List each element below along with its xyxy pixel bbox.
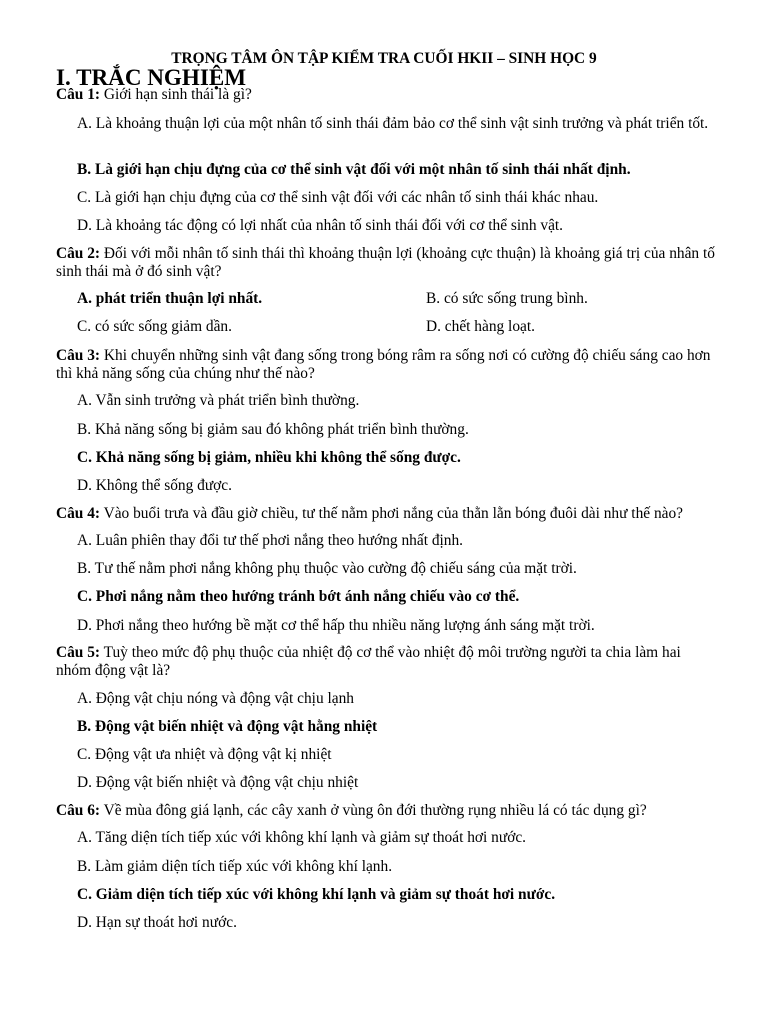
option-text: D. Động vật biến nhiệt và động vật chịu nhiệt xyxy=(77,774,359,791)
question-5 xyxy=(56,644,718,680)
option-1c xyxy=(77,189,717,207)
option-text: C. Phơi nắng nằm theo hướng tránh bớt ánh nắng chiếu vào cơ thể. xyxy=(77,588,520,605)
option-text: B. Động vật biến nhiệt và động vật hằng nhiệt xyxy=(77,718,378,735)
question-1 xyxy=(56,86,718,104)
question-text: Giới hạn sinh thái là gì? xyxy=(100,86,252,103)
option-text: C. Giảm diện tích tiếp xúc với không khí lạnh và giảm sự thoát hơi nước. xyxy=(77,886,556,903)
option-5a xyxy=(77,690,717,708)
question-4 xyxy=(56,505,718,523)
option-text: A. Động vật chịu nóng và động vật chịu lạnh xyxy=(77,690,354,707)
option-text: D. Hạn sự thoát hơi nước. xyxy=(77,914,237,931)
option-text: C. Khả năng sống bị giảm, nhiều khi không thể sống được. xyxy=(77,449,461,466)
question-text: Vào buổi trưa và đầu giờ chiều, tư thế nằm phơi nắng của thằn lằn bóng đuôi dài như thế nào? xyxy=(100,505,684,522)
option-3d xyxy=(77,477,717,495)
page-title: TRỌNG TÂM ÔN TẬP KIỂM TRA CUỐI HKII – SINH HỌC 9 xyxy=(171,50,597,67)
option-3b xyxy=(77,421,717,439)
question-2 xyxy=(56,245,718,281)
section-heading: I. TRẮC NGHIỆM xyxy=(56,64,246,90)
option-text: A. Luân phiên thay đổi tư thế phơi nắng theo hướng nhất định. xyxy=(77,532,464,549)
option-1a xyxy=(77,115,717,133)
option-6b xyxy=(77,858,717,876)
option-4d xyxy=(77,617,717,635)
option-2c xyxy=(77,318,407,336)
question-label: Câu 4: xyxy=(56,505,101,522)
question-text: Khi chuyển những sinh vật đang sống trong bóng râm ra sống nơi có cường độ chiếu sáng cao hơn thì khả năng sống của chúng như thế nào? xyxy=(56,347,711,382)
option-1b xyxy=(77,161,717,179)
option-text: B. có sức sống trung bình. xyxy=(426,290,588,307)
option-4a xyxy=(77,532,717,550)
option-2d xyxy=(426,318,726,336)
option-6a xyxy=(77,829,717,847)
option-text: A. Tăng diện tích tiếp xúc với không khí lạnh và giảm sự thoát hơi nước. xyxy=(77,829,527,846)
option-text: C. có sức sống giảm dần. xyxy=(77,318,232,335)
option-5b xyxy=(77,718,717,736)
option-3a xyxy=(77,392,717,410)
option-6c xyxy=(77,886,717,904)
question-6 xyxy=(56,802,718,820)
option-text: D. chết hàng loạt. xyxy=(426,318,535,335)
option-text: B. Tư thế nằm phơi nắng không phụ thuộc vào cường độ chiếu sáng của mặt trời. xyxy=(77,560,577,577)
option-5c xyxy=(77,746,717,764)
question-label: Câu 1: xyxy=(56,86,101,103)
option-4b xyxy=(77,560,717,578)
question-text: Tuỳ theo mức độ phụ thuộc của nhiệt độ cơ thể vào nhiệt độ môi trường người ta chia làm hai nhóm động vật là? xyxy=(56,644,681,679)
option-text: C. Là giới hạn chịu đựng của cơ thể sinh vật đối với các nhân tố sinh thái khác nhau. xyxy=(77,189,599,206)
option-text: D. Không thể sống được. xyxy=(77,477,232,494)
option-6d xyxy=(77,914,717,932)
option-text: B. Khả năng sống bị giảm sau đó không phát triển bình thường. xyxy=(77,421,469,438)
option-text: B. Là giới hạn chịu đựng của cơ thể sinh vật đối với một nhân tố sinh thái nhất định. xyxy=(77,161,631,178)
option-text: A. Vẫn sinh trưởng và phát triển bình thường. xyxy=(77,392,360,409)
option-text: D. Phơi nắng theo hướng bề mặt cơ thể hấp thu nhiều năng lượng ánh sáng mặt trời. xyxy=(77,617,595,634)
option-text: B. Làm giảm diện tích tiếp xúc với không khí lạnh. xyxy=(77,858,393,875)
question-text: Về mùa đông giá lạnh, các cây xanh ở vùng ôn đới thường rụng nhiều lá có tác dụng gì? xyxy=(100,802,647,819)
question-text: Đối với mỗi nhân tố sinh thái thì khoảng thuận lợi (khoảng cực thuận) là khoảng giá trị của nhân tố sinh thái mà ở đó sinh vật? xyxy=(56,245,715,280)
option-text: D. Là khoảng tác động có lợi nhất của nhân tố sinh thái đối với cơ thể sinh vật. xyxy=(77,217,564,234)
option-text: C. Động vật ưa nhiệt và động vật kị nhiệt xyxy=(77,746,332,763)
question-label: Câu 2: xyxy=(56,245,101,262)
option-5d xyxy=(77,774,717,792)
question-3 xyxy=(56,347,718,383)
option-1d xyxy=(77,217,717,235)
option-2b xyxy=(426,290,726,308)
option-text: A. phát triển thuận lợi nhất. xyxy=(77,290,263,307)
option-3c xyxy=(77,449,717,467)
option-2a xyxy=(77,290,407,308)
question-label: Câu 3: xyxy=(56,347,101,364)
question-label: Câu 5: xyxy=(56,644,101,661)
option-4c xyxy=(77,588,717,606)
question-label: Câu 6: xyxy=(56,802,101,819)
option-text: A. Là khoảng thuận lợi của một nhân tố sinh thái đảm bảo cơ thể sinh vật sinh trưởng và phát triển tốt. xyxy=(77,115,709,132)
